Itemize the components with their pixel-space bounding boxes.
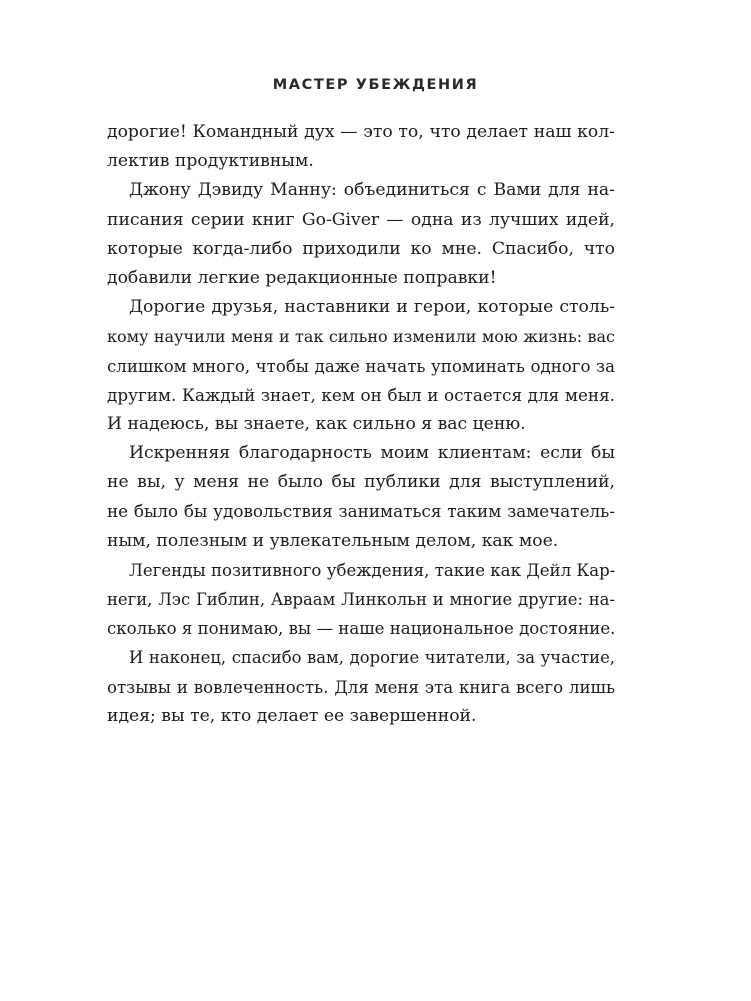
text-line: писания серии книг Go-Giver — одна из лучших идей, xyxy=(107,209,615,230)
text-line: Дорогие друзья, наставники и герои, которые столь- xyxy=(129,297,615,318)
text-line: Искренняя благодарность моим клиентам: если бы xyxy=(129,443,615,464)
text-line: И надеюсь, вы знаете, как сильно я вас ценю. xyxy=(107,413,526,434)
text-line: Легенды позитивного убеждения, такие как Дейл Кар- xyxy=(129,560,616,580)
running-head: МАСТЕР УБЕЖДЕНИЯ xyxy=(272,77,479,93)
text-line: не вы, у меня не было бы публики для выступлений, xyxy=(107,472,615,493)
text-line: добавили легкие редакционные поправки! xyxy=(107,267,497,288)
text-line: ным, полезным и увлекательным делом, как мое. xyxy=(107,530,559,551)
text-line: отзывы и вовлеченность. Для меня эта книга всего лишь xyxy=(107,677,615,697)
text-line: неги, Лэс Гиблин, Авраам Линкольн и многие другие: на- xyxy=(107,590,615,609)
text-line: дорогие! Командный дух — это то, что делает наш кол- xyxy=(107,122,615,142)
text-line: Джону Дэвиду Манну: объединиться с Вами для на- xyxy=(129,180,615,201)
text-line: лектив продуктивным. xyxy=(107,151,314,172)
text-line: кому научили меня и так сильно изменили мою жизнь: вас xyxy=(107,327,615,347)
text-line: слишком много, чтобы даже начать упоминать одного за xyxy=(107,356,615,376)
text-line: сколько я понимаю, вы — наше национальное достояние. xyxy=(107,619,616,639)
text-line: идея; вы те, кто делает ее завершенной. xyxy=(107,705,477,726)
text-line: не было бы удовольствия заниматься таким замечатель- xyxy=(107,501,615,522)
text-line: другим. Каждый знает, кем он был и остается для меня. xyxy=(107,384,615,405)
text-line: которые когда-либо приходили ко мне. Спасибо, что xyxy=(107,238,615,259)
text-line: И наконец, спасибо вам, дорогие читатели, за участие, xyxy=(129,648,615,668)
body-text xyxy=(107,118,615,731)
